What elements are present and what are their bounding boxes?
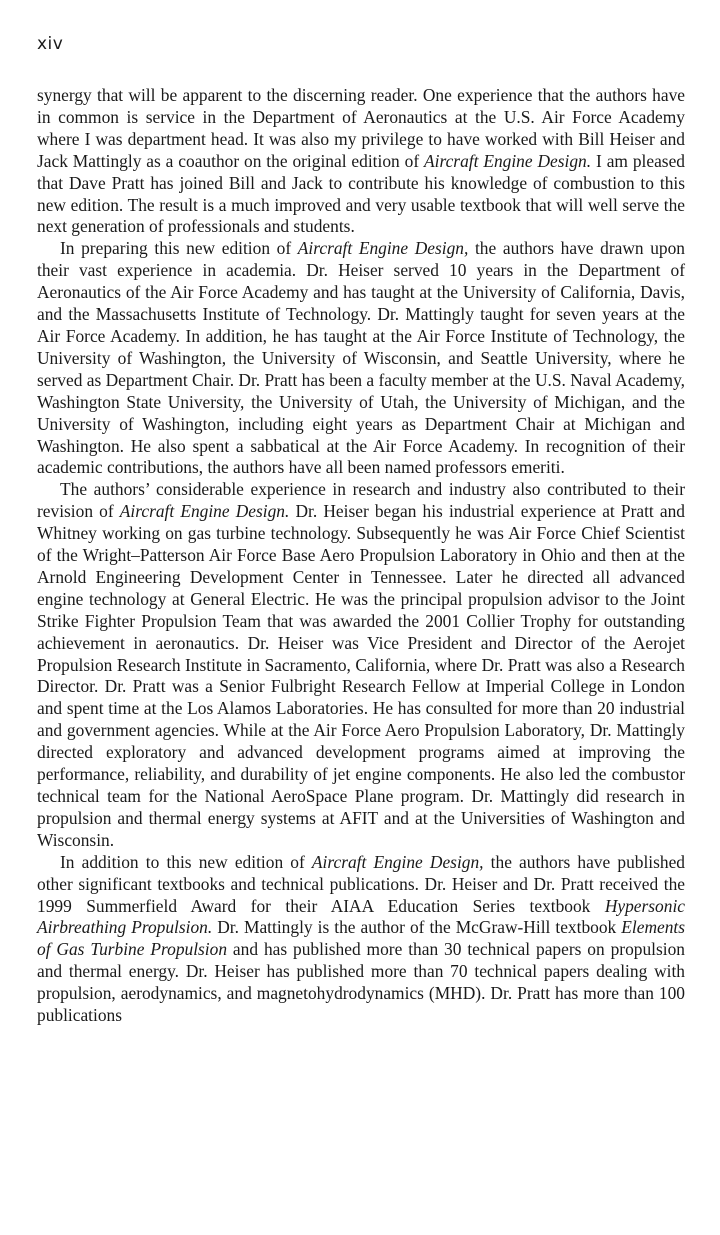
text-run: The authors’ considerable experience in research and industry also contributed to their revision of [37,479,685,522]
text-run: the authors have published other significant textbooks and technical publications. Dr. Heiser and Dr. Pratt received the 1999 Summerfield Award for their AIAA Education Series textbook [37,851,685,916]
book-title: Aircraft Engine Design. [119,501,290,522]
body-text [37,85,685,1027]
page-number: xiv [37,34,64,54]
text-run: I am pleased that Dave Pratt has joined Bill and Jack to contribute his knowledge of combustion to this new edition. The result is a much improved and very usable textbook that will well serve the next generation of professionals and students. [37,150,685,237]
text-run: and has published more than 30 technical papers on propulsion and thermal energy. Dr. Heiser has published more than 70 technical papers dealing with propulsion, aerodynamics, and magnetohydrodynamics (MHD). Dr. Pratt has more than 100 publications [37,939,685,1026]
paragraph [37,479,685,851]
text-run: In addition to this new edition of [60,851,312,872]
paragraph [37,238,685,479]
book-title: Hypersonic Airbreathing Propulsion. [37,895,685,938]
book-title: Aircraft Engine Design, [311,851,484,872]
book-title: Elements of Gas Turbine Propulsion [37,917,686,960]
book-title: Aircraft Engine Design, [297,238,469,259]
text-run: Dr. Mattingly is the author of the McGraw-Hill textbook [212,917,622,938]
book-title: Aircraft Engine Design. [424,150,592,171]
text-run: synergy that will be apparent to the discerning reader. One experience that the authors have in common is service in the Department of Aeronautics at the U.S. Air Force Academy where I was department head. It was also my privilege to have worked with Bill Heiser and Jack Mattingly as a coauthor on the original edition of [37,85,685,171]
paragraph [37,85,685,238]
text-run: Dr. Heiser began his industrial experience at Pratt and Whitney working on gas turbine technology. Subsequently he was Air Force Chief Scientist of the Wright–Patterson Air Force Base Aero Propulsion Laboratory in Ohio and then at the Arnold Engineering Development Center in Tennessee. Later he directed all advanced engine technology at General Electric. He was the principal propulsion advisor to the Joint Strike Fighter Propulsion Team that was awarded the 2001 Collier Trophy for outstanding achievement in aeronautics. Dr. Heiser was Vice President and Director of the Aerojet Propulsion Research Institute in Sacramento, California, where Dr. Pratt was also a Research Director. Dr. Pratt was a Senior Fulbright Research Fellow at Imperial College in London and spent time at the Los Alamos Laboratories. He has consulted for more than 20 industrial and government agencies. While at the Air Force Aero Propulsion Laboratory, Dr. Mattingly directed exploratory and advanced development programs aimed at improving the performance, reliability, and durability of jet engine components. He also led the combustor technical team for the National AeroSpace Plane program. Dr. Mattingly did research in propulsion and thermal energy systems at AFIT and at the Universities of Washington and Wisconsin. [37,501,685,850]
text-run: In preparing this new edition of [60,238,298,259]
text-run: the authors have drawn upon their vast experience in academia. Dr. Heiser served 10 years in the Department of Aeronautics of the Air Force Academy and has taught at the University of California, Davis, and the Massachusetts Institute of Technology. Dr. Mattingly taught for seven years at the Air Force Academy. In addition, he has taught at the Air Force Institute of Technology, the University of Washington, the University of Wisconsin, and Seattle University, where he served as Department Chair. Dr. Pratt has been a faculty member at the U.S. Naval Academy, Washington State University, the University of Utah, the University of Michigan, and the University of Washington, including eight years as Department Chair at Michigan and Washington. He also spent a sabbatical at the Air Force Academy. In recognition of their academic contributions, the authors have all been named professors emeriti. [37,238,685,478]
paragraph [37,852,685,1027]
